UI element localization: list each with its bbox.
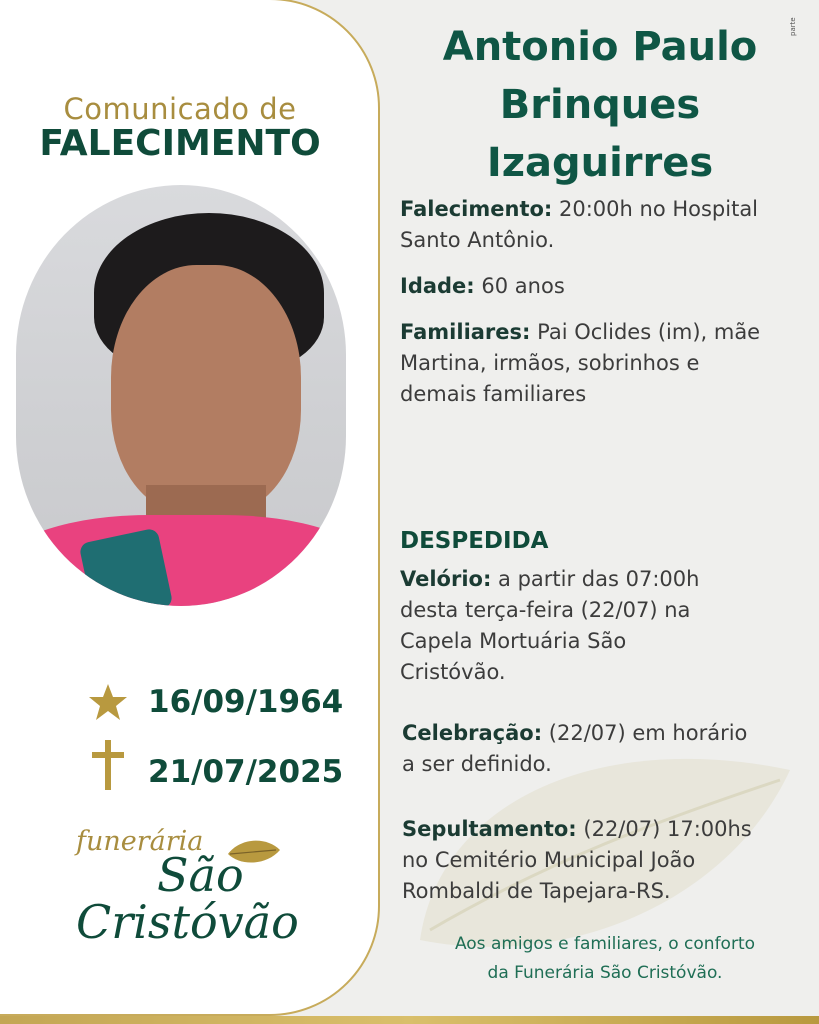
familiares-value-2: Martina, irmãos, sobrinhos e: [400, 351, 700, 375]
name-line: Izaguirres: [486, 140, 714, 186]
familiares-info: [400, 317, 760, 410]
idade-info: [400, 271, 565, 302]
announcement-title-light: Comunicado de: [63, 92, 297, 126]
sepultamento-value: (22/07) 17:00hs: [583, 817, 752, 841]
corner-tag: parte: [789, 17, 797, 36]
falecimento-info: [400, 194, 758, 256]
bottom-gold-bar: [0, 1016, 819, 1024]
death-date-row: [86, 752, 343, 792]
sepultamento-value-2: no Cemitério Municipal João: [402, 848, 696, 872]
falecimento-value-2: Santo Antônio.: [400, 228, 555, 252]
photo-shirt: [16, 515, 346, 606]
logo-text-funeraria: funerária: [76, 826, 204, 857]
birth-date: 16/09/1964: [148, 684, 344, 720]
sepultamento-label: Sepultamento:: [402, 817, 577, 841]
velorio-info: [400, 564, 699, 688]
celebracao-label: Celebração:: [402, 721, 543, 745]
celebracao-value: (22/07) em horário: [548, 721, 748, 745]
celebracao-value-2: a ser definido.: [402, 752, 552, 776]
velorio-value-2: desta terça-feira (22/07) na: [400, 598, 691, 622]
announcement-title-bold: FALECIMENTO: [39, 123, 321, 164]
idade-value: 60 anos: [481, 274, 565, 298]
logo-text-sao: São: [157, 848, 244, 902]
velorio-value: a partir das 07:00h: [498, 567, 700, 591]
birth-date-row: [86, 682, 343, 722]
death-date: 21/07/2025: [148, 754, 344, 790]
familiares-value-3: demais familiares: [400, 382, 587, 406]
footer-message: [390, 930, 819, 988]
velorio-value-3: Capela Mortuária São: [400, 629, 627, 653]
falecimento-value: 20:00h no Hospital: [559, 197, 759, 221]
familiares-label: Familiares:: [400, 320, 531, 344]
footer-line-1: Aos amigos e familiares, o conforto: [454, 934, 756, 954]
star-icon: [86, 683, 130, 721]
deceased-name: [400, 18, 800, 192]
velorio-value-4: Cristóvão.: [400, 660, 506, 684]
falecimento-label: Falecimento:: [400, 197, 553, 221]
despedida-title: DESPEDIDA: [400, 528, 549, 554]
logo-text-cristovao: Cristóvão: [76, 895, 299, 949]
idade-label: Idade:: [400, 274, 475, 298]
celebracao-info: [402, 718, 747, 780]
deceased-photo: [16, 185, 346, 606]
familiares-value: Pai Oclides (im), mãe: [537, 320, 761, 344]
name-line: Brinques: [499, 82, 701, 128]
sepultamento-value-3: Rombaldi de Tapejara-RS.: [402, 879, 671, 903]
cross-icon: [86, 754, 130, 790]
velorio-label: Velório:: [400, 567, 492, 591]
footer-line-2: da Funerária São Cristóvão.: [487, 963, 723, 983]
name-line: Antonio Paulo: [442, 24, 758, 70]
photo-face: [111, 265, 301, 515]
sepultamento-info: [402, 814, 752, 907]
